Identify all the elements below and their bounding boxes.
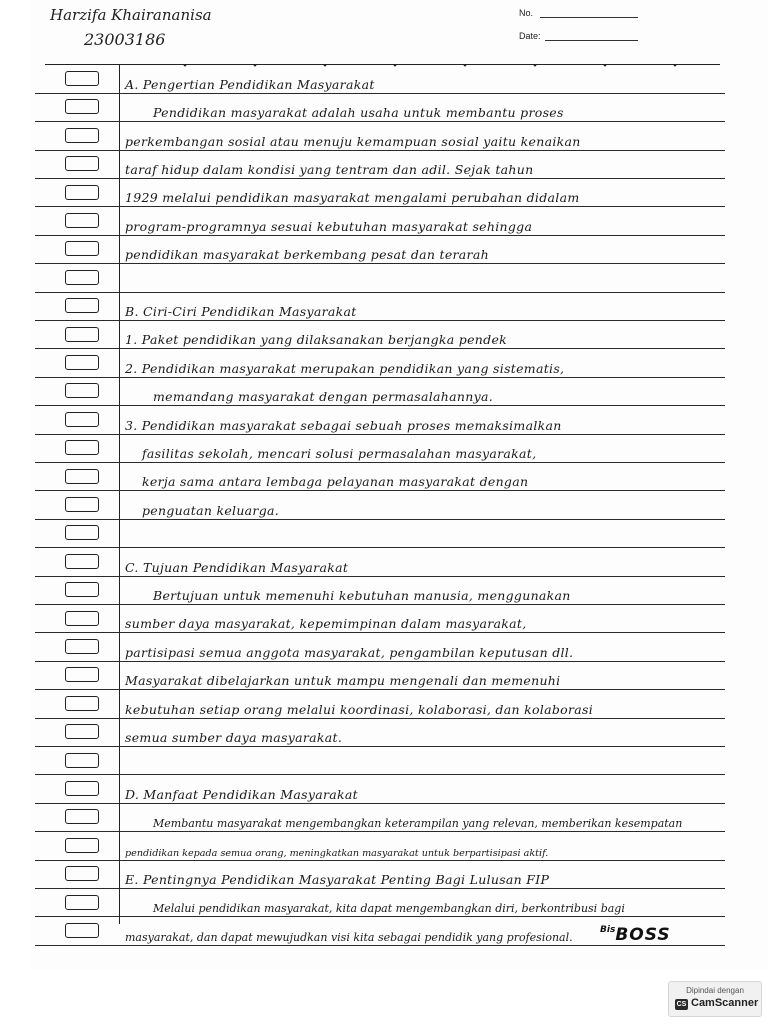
ruled-line: [35, 549, 725, 577]
handwritten-line: Masyarakat dibelajarkan untuk mampu mengenali dan memenuhi: [125, 673, 561, 689]
handwritten-line: sumber daya masyarakat, kepemimpinan dalam masyarakat,: [125, 616, 527, 632]
ruled-line: [35, 151, 725, 179]
line-checkbox[interactable]: [65, 781, 99, 796]
ruled-line: [35, 861, 725, 889]
handwritten-line: B. Ciri-Ciri Pendidikan Masyarakat: [125, 303, 357, 319]
handwritten-line: D. Manfaat Pendidikan Masyarakat: [125, 786, 358, 802]
brand-name: BOSS: [615, 925, 671, 945]
line-checkbox[interactable]: [65, 440, 99, 455]
line-checkbox[interactable]: [65, 128, 99, 143]
student-name: Harzifa Khairananisa: [50, 6, 212, 24]
line-checkbox[interactable]: [65, 866, 99, 881]
handwritten-line: taraf hidup dalam kondisi yang tentram dan adil. Sejak tahun: [125, 161, 534, 177]
ruled-line: [35, 435, 725, 463]
line-checkbox[interactable]: [65, 298, 99, 313]
handwritten-line: memandang masyarakat dengan permasalahannya.: [153, 389, 493, 405]
line-checkbox[interactable]: [65, 99, 99, 114]
ruled-line: [35, 123, 725, 151]
ruled-line: [35, 719, 725, 747]
line-checkbox[interactable]: [65, 412, 99, 427]
ruled-line: [35, 776, 725, 804]
ruled-line: [35, 322, 725, 350]
brand-logo: [600, 925, 671, 945]
line-checkbox[interactable]: [65, 611, 99, 626]
line-checkbox[interactable]: [65, 355, 99, 370]
line-checkbox[interactable]: [65, 213, 99, 228]
ruled-line: [35, 180, 725, 208]
line-checkbox[interactable]: [65, 497, 99, 512]
line-checkbox[interactable]: [65, 753, 99, 768]
handwritten-line: E. Pentingnya Pendidikan Masyarakat Penting Bagi Lulusan FIP: [125, 871, 550, 887]
handwritten-line: C. Tujuan Pendidikan Masyarakat: [125, 559, 349, 575]
ruled-line: [35, 804, 725, 832]
line-checkbox[interactable]: [65, 71, 99, 86]
ruled-line: [35, 577, 725, 605]
ruled-line: [35, 890, 725, 918]
ruled-line: [35, 662, 725, 690]
ruled-line: [35, 265, 725, 293]
handwritten-line: Bertujuan untuk memenuhi kebutuhan manusia, menggunakan: [153, 587, 571, 603]
line-checkbox[interactable]: [65, 838, 99, 853]
camscanner-icon: CS: [676, 1001, 687, 1008]
scanner-name: CamScanner: [691, 997, 759, 1009]
ruled-line: [35, 748, 725, 776]
line-checkbox[interactable]: [65, 809, 99, 824]
line-checkbox[interactable]: [65, 327, 99, 342]
handwritten-line: 1929 melalui pendidikan masyarakat mengalami perubahan didalam: [125, 190, 580, 206]
line-checkbox[interactable]: [65, 667, 99, 682]
handwritten-line: 2. Pendidikan masyarakat merupakan pendidikan yang sistematis,: [125, 360, 565, 376]
ruled-line: [35, 293, 725, 321]
line-checkbox[interactable]: [65, 525, 99, 540]
line-checkbox[interactable]: [65, 923, 99, 938]
line-checkbox[interactable]: [65, 582, 99, 597]
ruled-line: [35, 833, 725, 861]
line-checkbox[interactable]: [65, 469, 99, 484]
line-checkbox[interactable]: [65, 696, 99, 711]
line-checkbox[interactable]: [65, 383, 99, 398]
handwritten-line: kerja sama antara lembaga pelayanan masyarakat dengan: [142, 474, 529, 490]
ruled-line: [35, 208, 725, 236]
camscanner-watermark: [668, 981, 762, 1017]
line-checkbox[interactable]: [65, 895, 99, 910]
ruled-line: [35, 492, 725, 520]
ruled-line: [35, 634, 725, 662]
handwritten-line: penguatan keluarga.: [142, 502, 280, 518]
handwritten-line: fasilitas sekolah, mencari solusi permasalahan masyarakat,: [142, 445, 537, 461]
ruled-line: [35, 520, 725, 548]
handwritten-line: semua sumber daya masyarakat.: [125, 729, 343, 745]
line-checkbox[interactable]: [65, 241, 99, 256]
handwritten-line: 1. Paket pendidikan yang dilaksanakan berjangka pendek: [125, 332, 508, 348]
ruled-line: [35, 94, 725, 122]
date-field-line: [545, 40, 638, 41]
ruled-line: [35, 464, 725, 492]
line-checkbox[interactable]: [65, 270, 99, 285]
ruled-line: [35, 350, 725, 378]
handwritten-line: 3. Pendidikan masyarakat sebagai sebuah proses memaksimalkan: [125, 417, 562, 433]
scanner-caption: Dipindai dengan: [686, 986, 744, 995]
handwritten-line: masyarakat, dan dapat mewujudkan visi kita sebagai pendidik yang profesional.: [125, 930, 573, 944]
student-id: 23003186: [84, 30, 166, 49]
ruled-line: [35, 691, 725, 719]
line-checkbox[interactable]: [65, 554, 99, 569]
line-checkbox[interactable]: [65, 639, 99, 654]
handwritten-line: partisipasi semua anggota masyarakat, pengambilan keputusan dll.: [125, 644, 574, 660]
date-label: Date:: [519, 31, 541, 41]
brand-prefix: Bis: [600, 925, 616, 935]
handwritten-line: Pendidikan masyarakat adalah usaha untuk membantu proses: [153, 105, 564, 121]
ruled-line: [35, 66, 725, 94]
line-checkbox[interactable]: [65, 185, 99, 200]
no-label: No.: [519, 8, 534, 18]
handwritten-line: Membantu masyarakat mengembangkan keterampilan yang relevan, memberikan kesempatan: [153, 817, 683, 831]
ruled-line: [35, 407, 725, 435]
handwritten-line: pendidikan masyarakat berkembang pesat dan terarah: [125, 247, 489, 263]
line-checkbox[interactable]: [65, 724, 99, 739]
ruled-line: [35, 606, 725, 634]
handwritten-line: program-programnya sesuai kebutuhan masyarakat sehingga: [125, 218, 533, 234]
handwritten-line: perkembangan sosial atau menuju kemampuan sosial yaitu kenaikan: [125, 133, 581, 149]
handwritten-line: kebutuhan setiap orang melalui koordinasi, kolaborasi, dan kolaborasi: [125, 701, 594, 717]
ruled-line: [35, 378, 725, 406]
no-field-line: [540, 17, 638, 18]
line-checkbox[interactable]: [65, 156, 99, 171]
handwritten-line: Melalui pendidikan masyarakat, kita dapat mengembangkan diri, berkontribusi bagi: [153, 902, 625, 916]
handwritten-line: A. Pengertian Pendidikan Masyarakat: [125, 76, 375, 92]
ruled-line: [35, 236, 725, 264]
handwritten-line: pendidikan kepada semua orang, meningkatkan masyarakat untuk berpartisipasi aktif.: [125, 847, 549, 859]
